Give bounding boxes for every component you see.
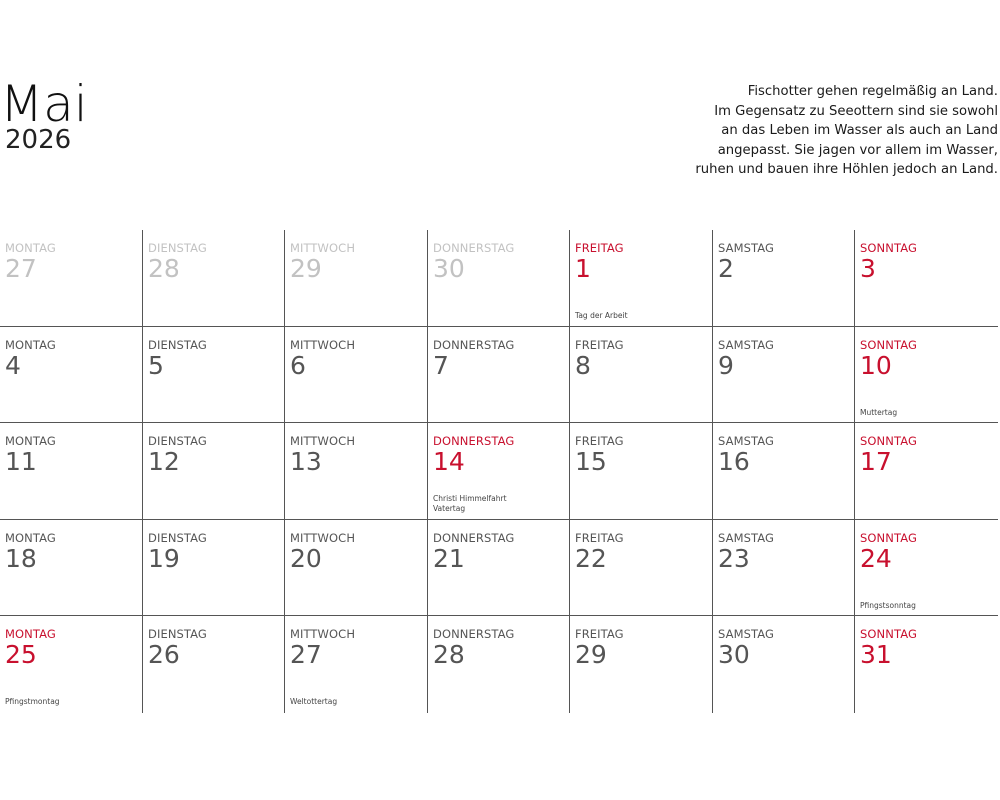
column-divider xyxy=(712,230,713,713)
day-number: 5 xyxy=(148,351,164,380)
weekday-label: MONTAG xyxy=(5,627,56,641)
holiday-name: Weltottertag xyxy=(290,697,338,706)
holiday-note xyxy=(860,601,916,611)
weekday-label: FREITAG xyxy=(575,338,624,352)
day-cell xyxy=(285,423,428,519)
weekday-label: SONNTAG xyxy=(860,338,917,352)
day-number: 16 xyxy=(718,447,750,476)
day-number: 19 xyxy=(148,544,180,573)
column-divider xyxy=(569,230,570,713)
day-cell xyxy=(143,230,285,326)
weekday-label: DONNERSTAG xyxy=(433,241,515,255)
day-number: 21 xyxy=(433,544,465,573)
day-number: 4 xyxy=(5,351,21,380)
day-cell xyxy=(143,423,285,519)
weekday-label: FREITAG xyxy=(575,241,624,255)
weekday-label: SAMSTAG xyxy=(718,338,775,352)
otter-fact-line: Im Gegensatz zu Seeottern sind sie sowohl xyxy=(714,103,998,119)
holiday-name: Pfingstmontag xyxy=(5,697,60,706)
day-cell xyxy=(713,616,855,712)
weekday-label: SONNTAG xyxy=(860,241,917,255)
calendar-week-row xyxy=(0,230,998,326)
holiday-name: Christi Himmelfahrt xyxy=(433,494,507,503)
day-cell xyxy=(428,327,570,423)
weekday-label: FREITAG xyxy=(575,627,624,641)
day-number: 1 xyxy=(575,254,591,283)
day-cell xyxy=(0,520,143,616)
otter-fact-line: ruhen und bauen ihre Höhlen jedoch an Land. xyxy=(695,162,998,177)
day-cell xyxy=(428,423,570,519)
calendar-week-row xyxy=(0,520,998,616)
row-divider xyxy=(0,519,998,520)
day-number: 11 xyxy=(5,447,37,476)
holiday-note xyxy=(575,311,628,321)
weekday-label: DIENSTAG xyxy=(148,434,207,448)
day-number: 28 xyxy=(148,254,180,283)
weekday-label: SAMSTAG xyxy=(718,531,775,545)
weekday-label: MITTWOCH xyxy=(290,338,356,352)
day-cell xyxy=(713,423,855,519)
day-cell xyxy=(428,520,570,616)
weekday-label: DIENSTAG xyxy=(148,531,207,545)
weekday-label: DONNERSTAG xyxy=(433,627,515,641)
day-number: 14 xyxy=(433,447,465,476)
weekday-label: DONNERSTAG xyxy=(433,531,515,545)
otter-fact-line: an das Leben im Wasser als auch an Land xyxy=(721,123,998,138)
weekday-label: MONTAG xyxy=(5,531,56,545)
row-divider xyxy=(0,615,998,616)
weekday-label: SAMSTAG xyxy=(718,241,775,255)
weekday-label: MONTAG xyxy=(5,434,56,448)
day-number: 13 xyxy=(290,447,322,476)
day-cell xyxy=(428,230,570,326)
weekday-label: SONNTAG xyxy=(860,434,917,448)
day-cell xyxy=(143,520,285,616)
holiday-note xyxy=(290,697,337,707)
column-divider xyxy=(284,230,285,713)
day-number: 29 xyxy=(575,640,607,669)
holiday-name: Tag der Arbeit xyxy=(575,311,628,320)
day-number: 2 xyxy=(718,254,734,283)
holiday-note xyxy=(860,408,897,418)
day-number: 24 xyxy=(860,544,892,573)
weekday-label: MITTWOCH xyxy=(290,531,356,545)
weekday-label: SONNTAG xyxy=(860,627,917,641)
day-cell xyxy=(285,230,428,326)
day-cell xyxy=(0,327,143,423)
day-cell xyxy=(285,616,428,712)
day-cell xyxy=(428,616,570,712)
day-cell xyxy=(570,327,713,423)
day-number: 6 xyxy=(290,351,306,380)
day-number: 12 xyxy=(148,447,180,476)
weekday-label: DIENSTAG xyxy=(148,627,207,641)
day-number: 26 xyxy=(148,640,180,669)
weekday-label: MONTAG xyxy=(5,338,56,352)
day-number: 28 xyxy=(433,640,465,669)
day-number: 17 xyxy=(860,447,892,476)
day-cell xyxy=(570,616,713,712)
day-number: 30 xyxy=(433,254,465,283)
day-cell xyxy=(0,423,143,519)
day-cell xyxy=(713,520,855,616)
row-divider xyxy=(0,326,998,327)
holiday-note xyxy=(5,697,60,707)
weekday-label: DONNERSTAG xyxy=(433,338,515,352)
weekday-label: FREITAG xyxy=(575,531,624,545)
month-title: Mai xyxy=(0,75,88,133)
weekday-label: MITTWOCH xyxy=(290,241,356,255)
weekday-label: DONNERSTAG xyxy=(433,434,515,448)
day-number: 7 xyxy=(433,351,449,380)
weekday-label: MITTWOCH xyxy=(290,434,356,448)
day-cell xyxy=(713,230,855,326)
otter-fact-line: Fischotter gehen regelmäßig an Land. xyxy=(747,84,998,99)
calendar-week-row xyxy=(0,616,998,712)
weekday-label: SAMSTAG xyxy=(718,434,775,448)
day-cell xyxy=(855,616,998,712)
calendar-week-row xyxy=(0,423,998,519)
weekday-label: SAMSTAG xyxy=(718,627,775,641)
day-number: 18 xyxy=(5,544,37,573)
day-cell xyxy=(570,230,713,326)
day-cell xyxy=(143,616,285,712)
weekday-label: MONTAG xyxy=(5,241,56,255)
day-number: 15 xyxy=(575,447,607,476)
day-number: 29 xyxy=(290,254,322,283)
calendar-week-row xyxy=(0,327,998,423)
weekday-label: FREITAG xyxy=(575,434,624,448)
day-number: 25 xyxy=(5,640,37,669)
day-cell xyxy=(570,520,713,616)
day-number: 23 xyxy=(718,544,750,573)
day-number: 30 xyxy=(718,640,750,669)
year-label: 2026 xyxy=(5,125,72,155)
holiday-name: Pfingstsonntag xyxy=(860,601,916,610)
day-cell xyxy=(855,327,998,423)
otter-fact-line: angepasst. Sie jagen vor allem im Wasser, xyxy=(717,142,998,158)
day-cell xyxy=(285,327,428,423)
holiday-name: Muttertag xyxy=(860,408,898,417)
calendar-grid xyxy=(0,230,998,713)
column-divider xyxy=(427,230,428,713)
holiday-note xyxy=(433,494,507,514)
day-cell xyxy=(855,423,998,519)
day-number: 27 xyxy=(5,254,37,283)
day-cell xyxy=(713,327,855,423)
day-cell xyxy=(285,520,428,616)
day-number: 3 xyxy=(860,254,876,283)
day-cell xyxy=(855,520,998,616)
day-cell xyxy=(143,327,285,423)
weekday-label: SONNTAG xyxy=(860,531,917,545)
day-number: 27 xyxy=(290,640,322,669)
otter-fact-text xyxy=(678,82,998,180)
day-cell xyxy=(570,423,713,519)
day-number: 8 xyxy=(575,351,591,380)
weekday-label: DIENSTAG xyxy=(148,338,207,352)
holiday-name: Vatertag xyxy=(433,504,466,513)
weekday-label: DIENSTAG xyxy=(148,241,207,255)
day-cell xyxy=(0,616,143,712)
day-number: 9 xyxy=(718,351,734,380)
day-number: 20 xyxy=(290,544,322,573)
day-number: 31 xyxy=(860,640,892,669)
day-number: 10 xyxy=(860,351,892,380)
day-cell xyxy=(0,230,143,326)
row-divider xyxy=(0,422,998,423)
day-number: 22 xyxy=(575,544,607,573)
column-divider xyxy=(854,230,855,713)
column-divider xyxy=(142,230,143,713)
weekday-label: MITTWOCH xyxy=(290,627,356,641)
day-cell xyxy=(855,230,998,326)
